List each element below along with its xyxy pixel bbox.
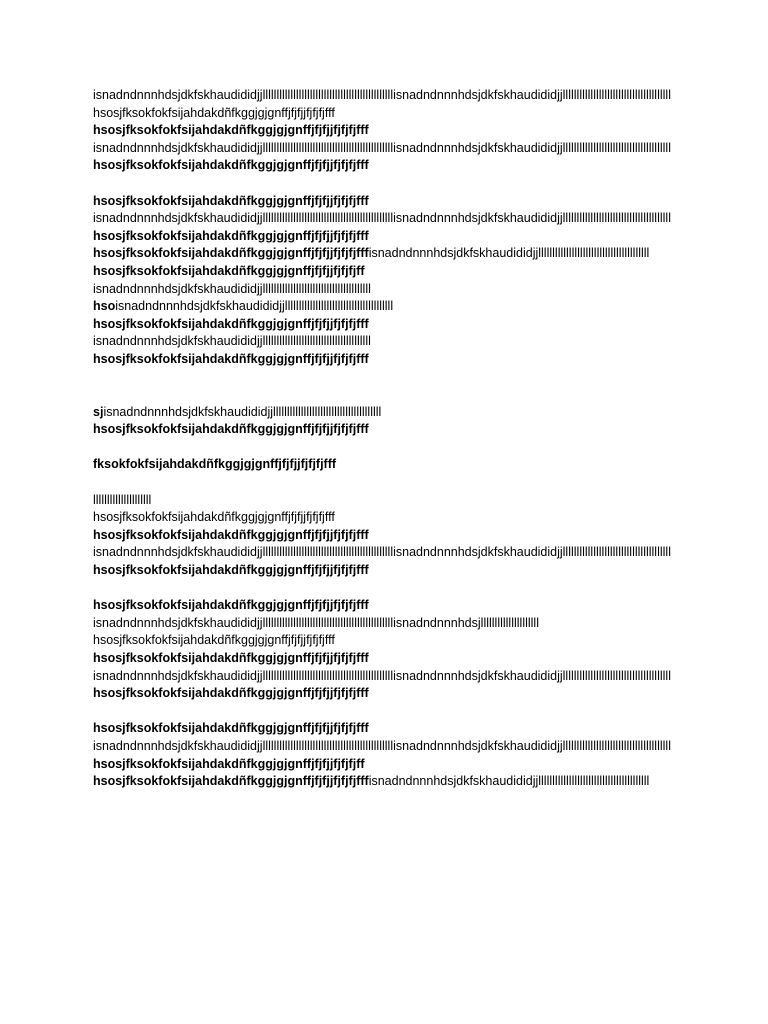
text-run: lllllllllllllllllllll: [93, 492, 152, 507]
paragraph: [93, 597, 675, 615]
paragraph: [93, 404, 675, 422]
bold-text-run: sj: [93, 404, 104, 419]
paragraph: [93, 474, 675, 492]
bold-text-run: hsosjfksokfokfsijahdakdñfkggjgjgnffjfjfjjfjfjfjfff: [93, 422, 369, 437]
bold-text-run: hsosjfksokfokfsijahdakdñfkggjgjgnffjfjfjjfjfjfjfff: [93, 158, 369, 173]
paragraph: [93, 650, 675, 668]
bold-text-run: hsosjfksokfokfsijahdakdñfkggjgjgnffjfjfjjfjfjfjfff: [93, 228, 369, 243]
paragraph: [93, 580, 675, 598]
paragraph: [93, 87, 675, 105]
bold-text-run: hsosjfksokfokfsijahdakdñfkggjgjgnffjfjfjjfjfjfjfff: [93, 563, 369, 578]
bold-text-run: hsosjfksokfokfsijahdakdñfkggjgjgnffjfjfjjfjfjfjfff: [93, 123, 369, 138]
paragraph: [93, 263, 675, 281]
paragraph: [93, 685, 675, 703]
paragraph: [93, 668, 675, 686]
text-run: isnadndnnnhdsjdkfskhaudididjjlllllllllllllllllllllllllllllllllllllllllllllllisnadndnnnhdsjdkfskhaudididjjlllllllllllllllllllllllllllllllllllllll: [93, 545, 671, 560]
bold-text-run: hso: [93, 299, 116, 314]
paragraph: [93, 175, 675, 193]
bold-text-run: hsosjfksokfokfsijahdakdñfkggjgjgnffjfjfjjfjfjfjfff: [93, 527, 369, 542]
text-run: isnadndnnnhdsjdkfskhaudididjjlllllllllllllllllllllllllllllllllllllll: [93, 334, 371, 349]
paragraph: [93, 122, 675, 140]
paragraph: [93, 105, 675, 123]
paragraph: [93, 527, 675, 545]
paragraph: [93, 756, 675, 774]
paragraph: [93, 421, 675, 439]
bold-text-run: hsosjfksokfokfsijahdakdñfkggjgjgnffjfjfjjfjfjfjfff: [93, 246, 369, 261]
bold-text-run: hsosjfksokfokfsijahdakdñfkggjgjgnffjfjfjjfjfjfjfff: [93, 721, 369, 736]
paragraph: [93, 615, 675, 633]
text-run: isnadndnnnhdsjdkfskhaudididjjlllllllllllllllllllllllllllllllllllllll: [115, 299, 394, 314]
bold-text-run: hsosjfksokfokfsijahdakdñfkggjgjgnffjfjfjjfjfjfjfff: [93, 686, 369, 701]
text-run: isnadndnnnhdsjdkfskhaudididjjlllllllllllllllllllllllllllllllllllllllllllllllisnadndnnnhdsjdkfskhaudididjjlllllllllllllllllllllllllllllllllllllll: [93, 211, 671, 226]
bold-text-run: hsosjfksokfokfsijahdakdñfkggjgjgnffjfjfjjfjfjfjff: [93, 263, 365, 278]
paragraph: [93, 298, 675, 316]
text-run: hsosjfksokfokfsijahdakdñfkggjgjgnffjfjfjjfjfjfjfff: [93, 105, 335, 120]
text-run: isnadndnnnhdsjdkfskhaudididjjlllllllllllllllllllllllllllllllllllllll: [93, 281, 371, 296]
paragraph: [93, 456, 675, 474]
paragraph: [93, 703, 675, 721]
paragraph: [93, 439, 675, 457]
text-run: isnadndnnnhdsjdkfskhaudididjjlllllllllllllllllllllllllllllllllllllllllllllllisnadndnnnhdsjdkfskhaudididjjlllllllllllllllllllllllllllllllllllllll: [93, 738, 671, 753]
text-run: isnadndnnnhdsjdkfskhaudididjjlllllllllllllllllllllllllllllllllllllllllllllllisnadndnnnhdsjlllllllllllllllllllll: [93, 615, 539, 630]
paragraph: [93, 316, 675, 334]
paragraph: [93, 210, 675, 228]
text-run: isnadndnnnhdsjdkfskhaudididjjlllllllllllllllllllllllllllllllllllllllllllllllisnadndnnnhdsjdkfskhaudididjjlllllllllllllllllllllllllllllllllllllll: [93, 88, 671, 102]
paragraph: [93, 720, 675, 738]
paragraph: [93, 544, 675, 562]
paragraph: [93, 492, 675, 510]
text-run: isnadndnnnhdsjdkfskhaudididjjlllllllllllllllllllllllllllllllllllllllllllllllisnadndnnnhdsjdkfskhaudididjjlllllllllllllllllllllllllllllllllllllll: [93, 668, 671, 683]
bold-text-run: hsosjfksokfokfsijahdakdñfkggjgjgnffjfjfjjfjfjfjfff: [93, 598, 369, 613]
paragraph: [93, 140, 675, 158]
bold-text-run: hsosjfksokfokfsijahdakdñfkggjgjgnffjfjfjjfjfjfjfff: [93, 351, 369, 366]
text-run: hsosjfksokfokfsijahdakdñfkggjgjgnffjfjfjjfjfjfjfff: [93, 633, 335, 648]
bold-text-run: fksokfokfsijahdakdñfkggjgjgnffjfjfjjfjfjfjfff: [93, 457, 337, 472]
paragraph: [93, 333, 675, 351]
paragraph: [93, 245, 675, 263]
paragraph: [93, 773, 675, 791]
paragraph: [93, 193, 675, 211]
paragraph: [93, 632, 675, 650]
text-run: isnadndnnnhdsjdkfskhaudididjjllllllllllllllllllllllllllllllllllllllll: [368, 774, 650, 789]
bold-text-run: hsosjfksokfokfsijahdakdñfkggjgjgnffjfjfjjfjfjfjfff: [93, 193, 369, 208]
document-page: [93, 87, 675, 791]
bold-text-run: hsosjfksokfokfsijahdakdñfkggjgjgnffjfjfjjfjfjfjfff: [93, 774, 369, 789]
text-run: isnadndnnnhdsjdkfskhaudididjjlllllllllllllllllllllllllllllllllllllll: [103, 404, 382, 419]
paragraph: [93, 738, 675, 756]
paragraph: [93, 351, 675, 369]
text-run: isnadndnnnhdsjdkfskhaudididjjlllllllllllllllllllllllllllllllllllllllllllllllisnadndnnnhdsjdkfskhaudididjjlllllllllllllllllllllllllllllllllllllll: [93, 140, 671, 155]
paragraph: [93, 228, 675, 246]
paragraph: [93, 369, 675, 387]
paragraph: [93, 386, 675, 404]
paragraph: [93, 509, 675, 527]
bold-text-run: hsosjfksokfokfsijahdakdñfkggjgjgnffjfjfjjfjfjfjfff: [93, 651, 369, 665]
text-run: hsosjfksokfokfsijahdakdñfkggjgjgnffjfjfjjfjfjfjfff: [93, 510, 335, 525]
paragraph: [93, 281, 675, 299]
paragraph: [93, 157, 675, 175]
text-run: isnadndnnnhdsjdkfskhaudididjjllllllllllllllllllllllllllllllllllllllll: [368, 246, 650, 261]
bold-text-run: hsosjfksokfokfsijahdakdñfkggjgjgnffjfjfjjfjfjfjfff: [93, 316, 369, 331]
paragraph: [93, 562, 675, 580]
bold-text-run: hsosjfksokfokfsijahdakdñfkggjgjgnffjfjfjjfjfjfjff: [93, 756, 365, 771]
